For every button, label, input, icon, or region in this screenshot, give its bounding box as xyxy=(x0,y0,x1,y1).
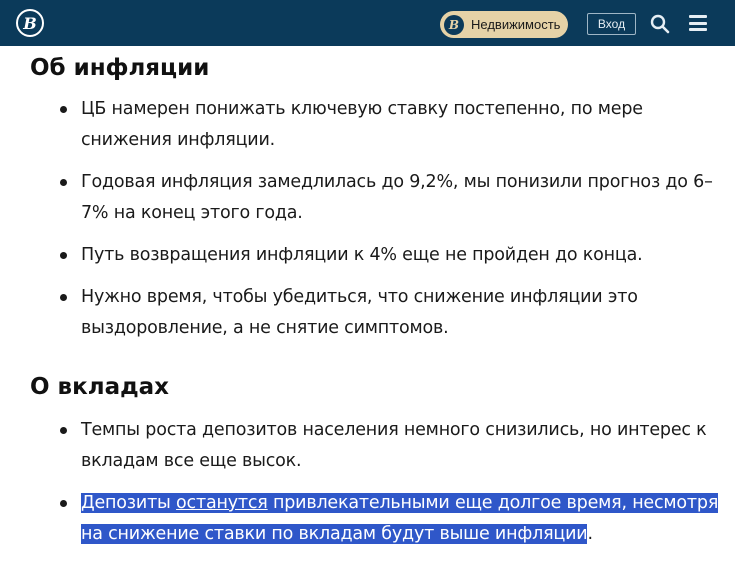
list-item: Путь возвращения инфляции к 4% еще не пройден до конца. xyxy=(60,240,720,271)
article-link[interactable]: останутся xyxy=(176,493,268,513)
list-item: ЦБ намерен понижать ключевую ставку постепенно, по мере снижения инфляции. xyxy=(60,94,720,156)
list-item: Годовая инфляция замедлилась до 9,2%, мы понизили прогноз до 6–7% на конец этого года. xyxy=(60,167,720,229)
top-navigation-bar xyxy=(0,0,735,46)
text-selection[interactable]: Депозиты останутся привлекательными еще долгое время, несмотря на снижение ставки по вкладам будут выше инфляции xyxy=(81,493,719,544)
deposits-list xyxy=(60,415,720,561)
list-item: Нужно время, чтобы убедиться, что снижение инфляции это выздоровление, а не снятие симптомов. xyxy=(60,282,720,344)
search-icon[interactable] xyxy=(650,14,670,34)
section-title-deposits: О вкладах xyxy=(30,374,170,400)
logo-icon[interactable]: B xyxy=(16,9,44,37)
real-estate-logo-icon: B xyxy=(444,15,464,35)
inflation-list xyxy=(60,94,720,355)
real-estate-button[interactable] xyxy=(440,11,568,38)
login-button[interactable]: Вход xyxy=(587,13,636,35)
selected-list-item: Депозиты останутся привлекательными еще долгое время, несмотря на снижение ставки по вкладам будут выше инфляции. xyxy=(60,488,720,550)
real-estate-label: Недвижимость xyxy=(471,17,561,32)
menu-icon[interactable] xyxy=(689,15,707,31)
list-item: Темпы роста депозитов населения немного снизились, но интерес к вкладам все еще высок. xyxy=(60,415,720,477)
section-title-inflation: Об инфляции xyxy=(30,55,210,81)
